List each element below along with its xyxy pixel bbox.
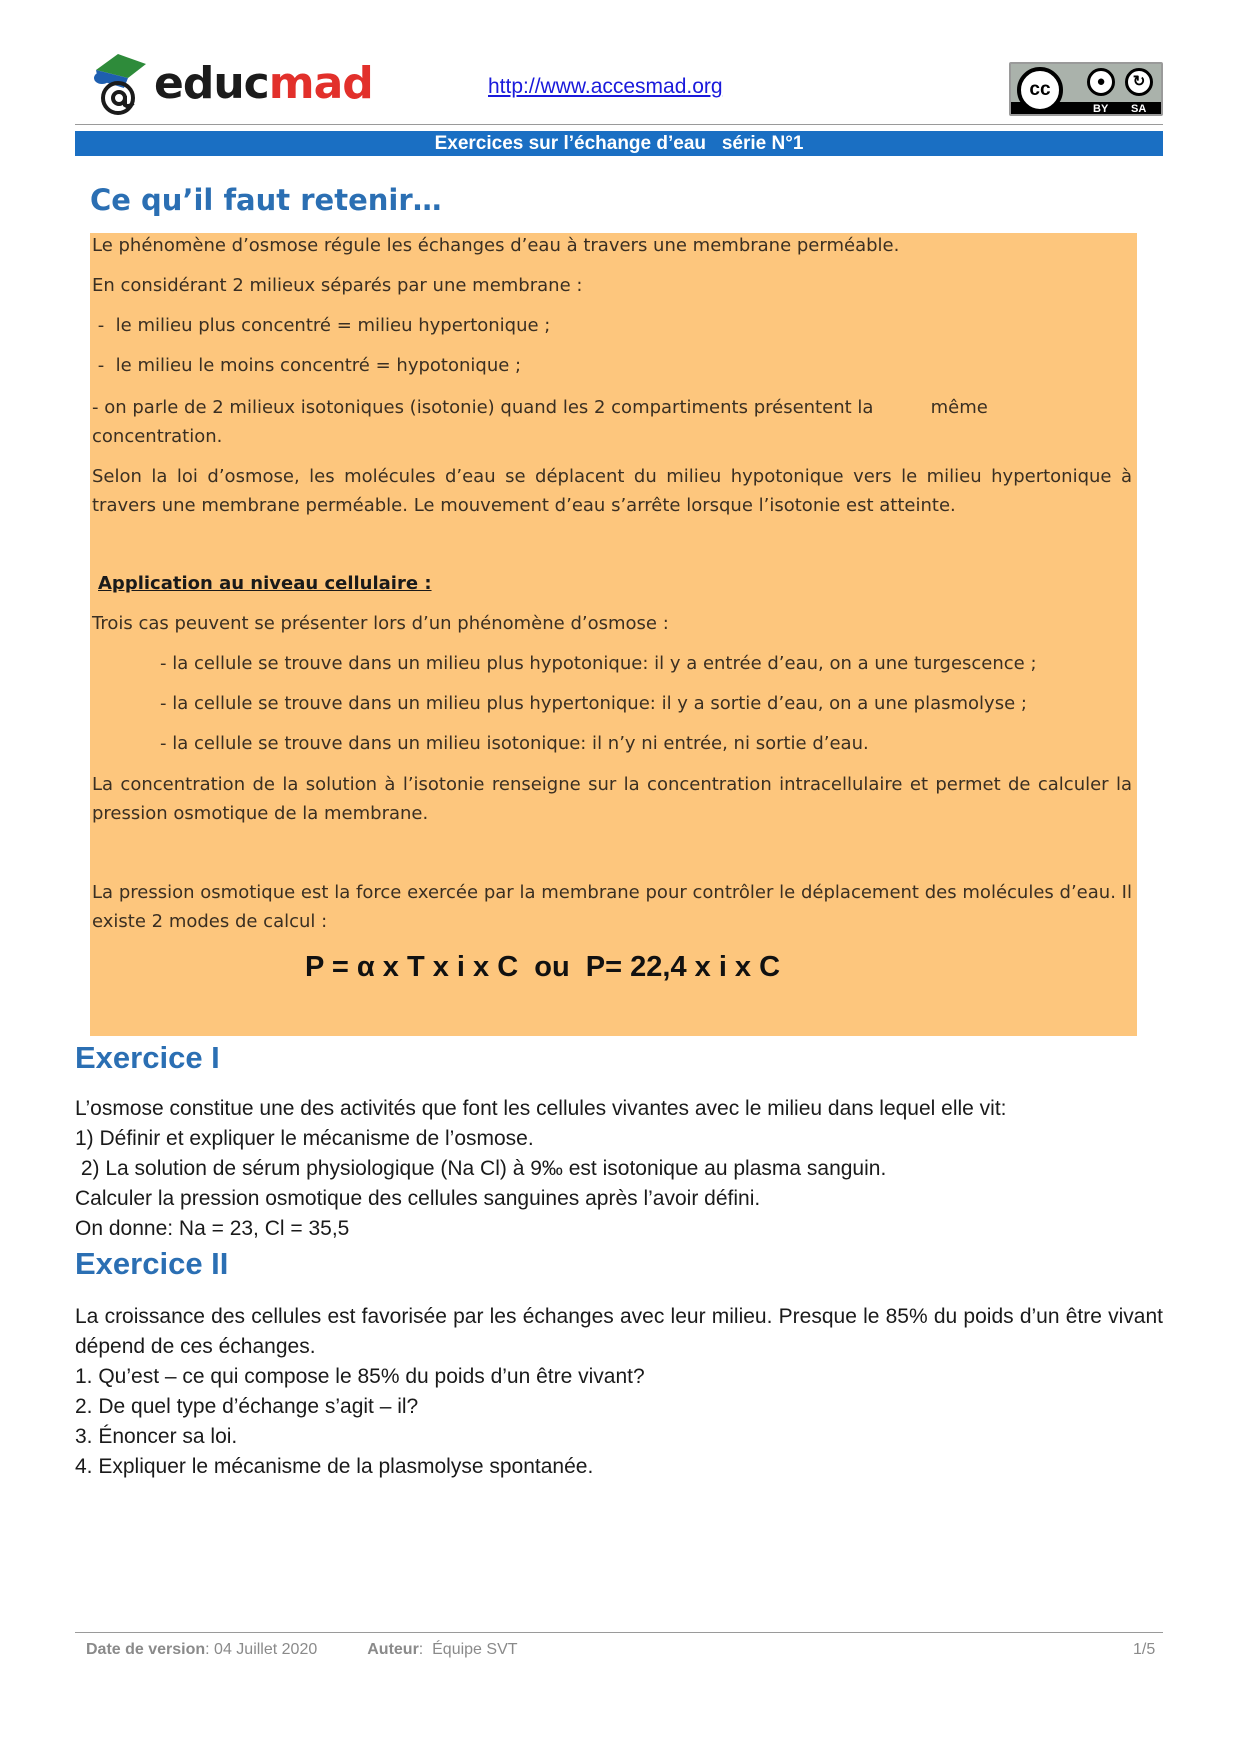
pression-paragraph: La pression osmotique est la force exercée par la membrane pour contrôler le déplacement des molécules d’eau. Il existe 2 modes de calcul :	[92, 882, 1132, 932]
pression-osmotique-formula: P = α x T x i x C ou P= 22,4 x i x C	[305, 951, 781, 983]
application-case: - la cellule se trouve dans un milieu isotonique: il n’y ni entrée, ni sortie d’eau.	[160, 733, 869, 754]
attribution-icon: ●	[1087, 68, 1115, 96]
exercice1-line: 1) Définir et expliquer le mécanisme de l’osmose.	[75, 1127, 534, 1150]
exercice1-line: L’osmose constitue une des activités que font les cellules vivantes avec le milieu dans lequel elle vit:	[75, 1097, 1007, 1120]
exercice1-title: Exercice I	[75, 1040, 220, 1075]
exercice2-question: 4. Expliquer le mécanisme de la plasmolyse spontanée.	[75, 1455, 594, 1478]
footer-author-value: : Équipe SVT	[418, 1641, 518, 1658]
educmad-mascot-icon	[88, 48, 154, 120]
footer-date-value: : 04 Juillet 2020	[205, 1641, 318, 1658]
exercice2-question: 1. Qu’est – ce qui compose le 85% du poids d’un être vivant?	[75, 1365, 645, 1388]
exercice1-body	[75, 1094, 1163, 1244]
exercice2-title: Exercice II	[75, 1246, 229, 1281]
retenir-summary-box	[90, 233, 1137, 1036]
retenir-line: Le phénomène d’osmose régule les échanges d’eau à travers une membrane perméable.	[92, 235, 900, 256]
exercice1-line: On donne: Na = 23, Cl = 35,5	[75, 1217, 350, 1240]
footer-date-label: Date de version	[86, 1641, 206, 1658]
exercice2-intro: La croissance des cellules est favorisée par les échanges avec leur milieu. Presque le 85% du poids d’un être vivant dépend de ces échanges.	[75, 1305, 1163, 1358]
retenir-line: En considérant 2 milieux séparés par une membrane :	[92, 275, 583, 296]
retenir-line: Selon la loi d’osmose, les molécules d’eau se déplacent du milieu hypotonique vers le milieu hypertonique à travers une membrane perméable. Le mouvement d’eau s’arrête lorsque l’isotonie est atteinte.	[92, 466, 1132, 516]
retenir-heading: Ce qu’il faut retenir…	[90, 183, 442, 217]
exercice2-body	[75, 1302, 1163, 1482]
retenir-line: - on parle de 2 milieux isotoniques (isotonie) quand les 2 compartiments présentent la même concentration.	[92, 397, 994, 447]
share-alike-icon: ↻	[1125, 68, 1153, 96]
license-sa-label: SA	[1131, 103, 1147, 115]
application-heading: Application au niveau cellulaire :	[98, 573, 432, 594]
application-case: - la cellule se trouve dans un milieu plus hypertonique: il y a sortie d’eau, on a une plasmolyse ;	[160, 693, 1027, 714]
header-divider	[75, 124, 1163, 125]
application-intro: Trois cas peuvent se présenter lors d’un phénomène d’osmose :	[92, 613, 669, 634]
educmad-logo	[88, 48, 373, 120]
cc-license-badge[interactable]	[1009, 62, 1163, 116]
exercice2-question: 3. Énoncer sa loi.	[75, 1425, 238, 1448]
document-title-bar: Exercices sur l’échange d’eau série N°1	[75, 131, 1163, 156]
isotonie-paragraph: La concentration de la solution à l’isotonie renseigne sur la concentration intracellulaire et permet de calculer la pression osmotique de la membrane.	[92, 774, 1132, 824]
exercice1-line: 2) La solution de sérum physiologique (Na Cl) à 9‰ est isotonique au plasma sanguin.	[75, 1157, 887, 1180]
page-number: 1/5	[1133, 1641, 1156, 1658]
exercice2-question: 2. De quel type d’échange s’agit – il?	[75, 1395, 419, 1418]
retenir-line: - le milieu le moins concentré = hypotonique ;	[92, 355, 522, 376]
exercice1-line: Calculer la pression osmotique des cellules sanguines après l’avoir défini.	[75, 1187, 761, 1210]
cc-icon: cc	[1017, 67, 1063, 113]
retenir-line: - le milieu plus concentré = milieu hypertonique ;	[92, 315, 551, 336]
website-link[interactable]: http://www.accesmad.org	[488, 75, 723, 98]
logo-wordmark: educmad	[154, 58, 373, 109]
footer-meta	[86, 1641, 518, 1659]
footer-divider	[75, 1632, 1163, 1633]
license-by-label: BY	[1093, 103, 1109, 115]
application-case: - la cellule se trouve dans un milieu plus hypotonique: il y a entrée d’eau, on a une turgescence ;	[160, 653, 1037, 674]
footer-author-label: Auteur	[367, 1641, 419, 1658]
